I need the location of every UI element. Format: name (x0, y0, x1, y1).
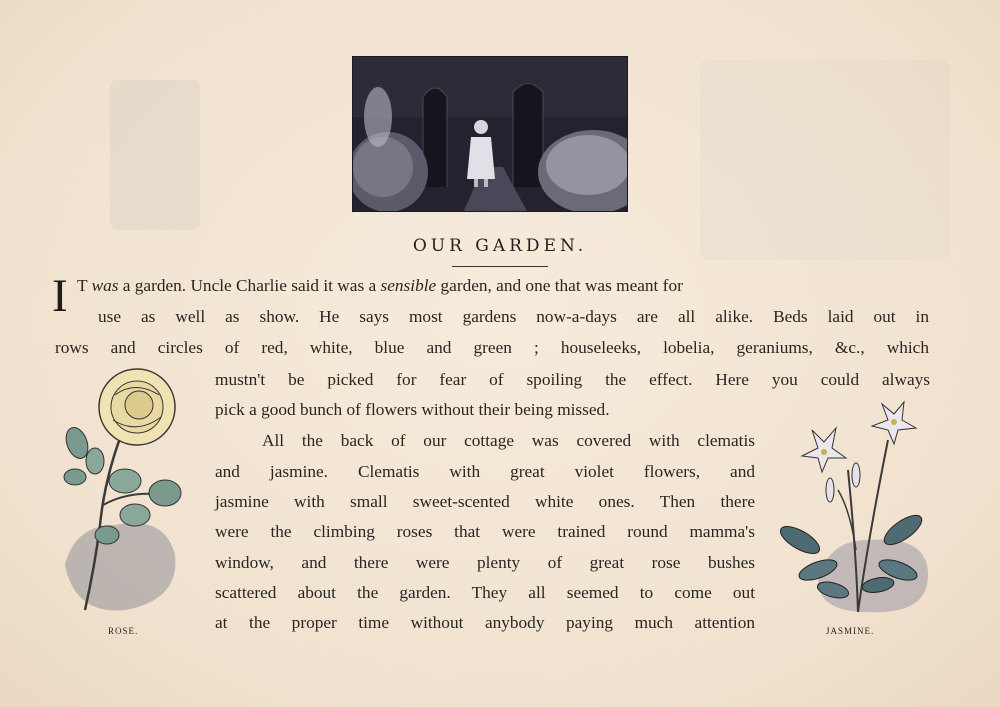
paragraph1-line1: T was a garden. Uncle Charlie said it was a sensible garden, and one that was meant for (77, 276, 683, 295)
paragraph2-line6: scattered about the garden. They all seemed to come out (215, 583, 755, 602)
garden-scene-illustration (353, 57, 628, 212)
rose-illustration (55, 365, 195, 625)
page-title: OUR GARDEN. (412, 236, 588, 256)
rose-caption: ROSE. (108, 626, 139, 636)
paragraph1-line5: pick a good bunch of flowers without their being missed. (215, 400, 610, 419)
drop-cap: I (52, 270, 68, 322)
jasmine-caption: JASMINE. (826, 626, 875, 636)
jasmine-icon (778, 400, 938, 620)
garden-engraving (352, 56, 628, 212)
paragraph2-line5: window, and there were plenty of great rose bushes (215, 553, 755, 572)
paragraph2-line2: and jasmine. Clematis with great violet flowers, and (215, 462, 755, 481)
jasmine-illustration (778, 400, 938, 620)
paragraph2-line7: at the proper time without anybody paying much attention (215, 613, 755, 632)
paragraph1-line4: mustn't be picked for fear of spoiling the effect. Here you could always (215, 370, 930, 389)
paragraph1-line2: use as well as show. He says most gardens now-a-days are all alike. Beds laid out in (98, 307, 929, 326)
paragraph2-line3: jasmine with small sweet-scented white ones. Then there (215, 492, 755, 511)
title-underline (452, 266, 548, 267)
paragraph2-line1: All the back of our cottage was covered with clematis (262, 431, 755, 450)
paragraph1-line3: rows and circles of red, white, blue and green ; houseleeks, lobelia, geraniums, &c., which (55, 338, 929, 357)
show-through-left (110, 80, 200, 230)
paragraph2-line4: were the climbing roses that were trained round mamma's (215, 522, 755, 541)
show-through-right (700, 60, 950, 260)
rose-icon (55, 365, 195, 625)
